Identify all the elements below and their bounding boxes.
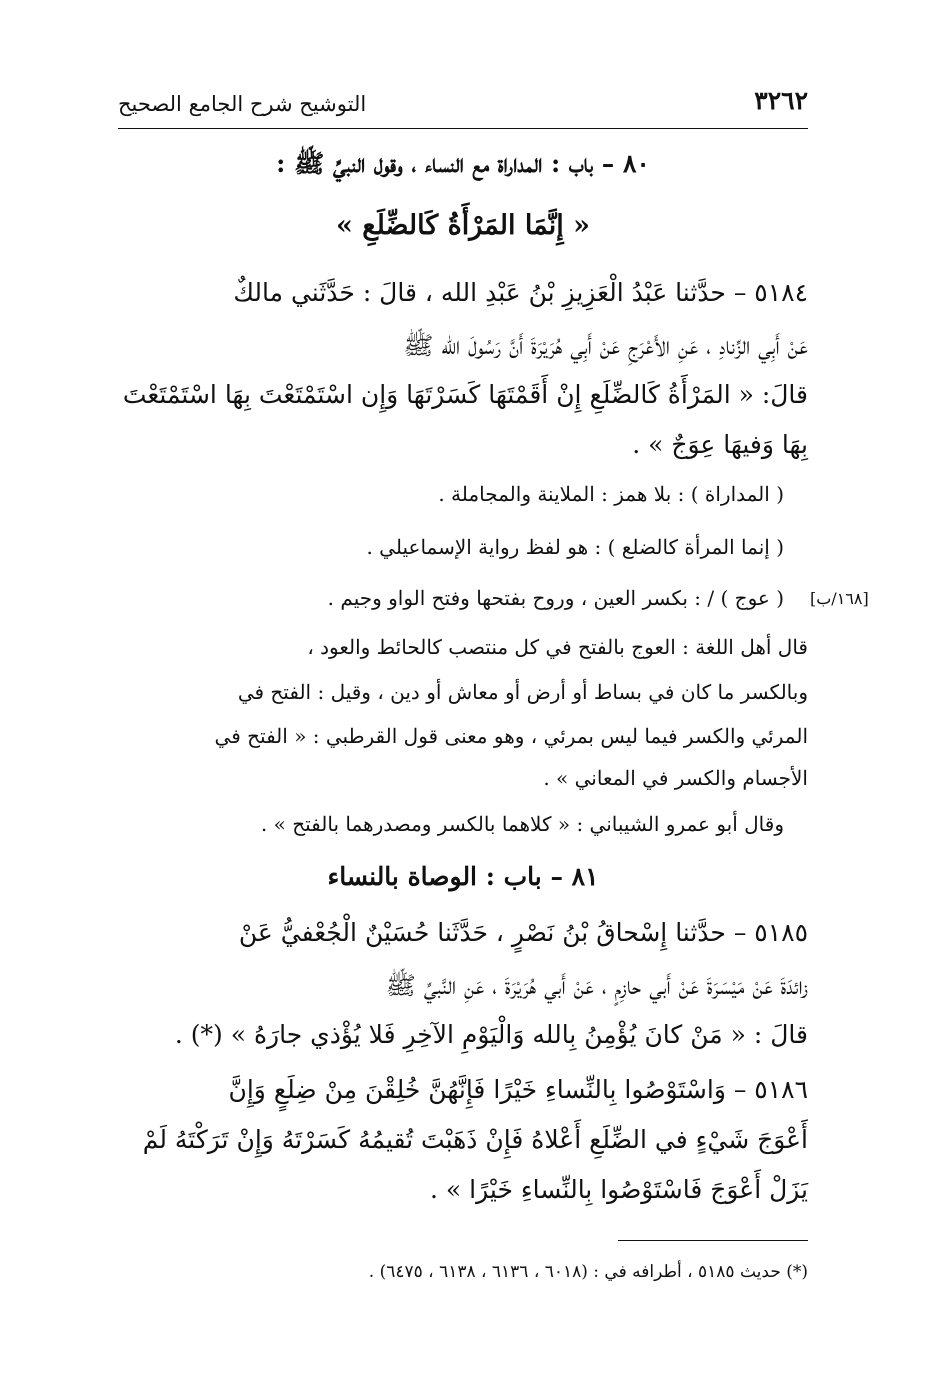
hadith-5184-line-1: ٥١٨٤ – حدَّثنا عَبْدُ الْعَزِيزِ بْنُ عَبْدِ الله ، قالَ : حَدَّثَني مالكٌ	[233, 278, 808, 307]
margin-folio-reference: [١٦٨/ب]	[810, 589, 869, 608]
commentary-innama: ( إنما المرأة كالضلع ) : هو لفظ رواية الإسماعيلي .	[366, 535, 784, 559]
header-rule	[118, 128, 808, 129]
chapter-81-title: ٨١ – باب : الوصاة بالنساء	[327, 862, 599, 891]
commentary-lugha-line-1: قال أهل اللغة : العوج بالفتح في كل منتصب كالحائط والعود ،	[307, 635, 808, 659]
hadith-5184-line-3: قالَ: « المَرْأَةُ كَالضِّلَعِ إِنْ أَقَمْتَهَا كَسَرْتَهَا وَإِن اسْتَمْتَعْتَ بِهَا اسْتَمْتَعْتَ	[122, 380, 808, 409]
commentary-shaybani: وقال أبو عمرو الشيباني : « كلاهما بالكسر ومصدرهما بالفتح » .	[260, 812, 784, 836]
commentary-mudarah: ( المداراة ) : بلا همز : الملاينة والمجاملة .	[438, 482, 784, 506]
hadith-5185-line-2: زائدَةَ عَنْ مَيْسَرَةَ عَنْ أَبي حازِمٍ ، عَنْ أَبي هُرَيْرَةَ ، عَنِ النَّبيِّ ﷺ	[385, 971, 808, 1000]
hadith-5185-line-1: ٥١٨٥ – حدَّثنا إِسْحاقُ بْنُ نَصْرٍ ، حَدَّثَنا حُسَيْنٌ الْجُعْفيُّ عَنْ	[238, 918, 808, 947]
hadith-5186-line-2: أَعْوَجَ شَيْءٍ في الضِّلَعِ أَعْلاهُ فَإِنْ ذَهَبْتَ تُقيمُهُ كَسَرْتَهُ وَإِنْ تَرَكْتَهُ لَمْ	[142, 1125, 808, 1154]
hadith-5186-line-3: يَزَلْ أَعْوَجَ فَاسْتَوْصُوا بِالنِّساءِ خَيْرًا » .	[430, 1175, 808, 1204]
page-number: ٣٢٦٢	[754, 86, 808, 115]
footnote-rule	[618, 1240, 808, 1241]
commentary-lugha-line-2: وبالكسر ما كان في بساط أو أرض أو معاش أو دين ، وقيل : الفتح في	[237, 680, 808, 704]
hadith-5186-line-1: ٥١٨٦ – وَاسْتَوْصُوا بِالنِّساءِ خَيْرًا فَإِنَّهُنَّ خُلِقْنَ مِنْ ضِلَعٍ وَإِنَّ	[228, 1075, 808, 1104]
chapter-80-subtitle: « إِنَّمَا المَرْأَةُ كَالضِّلَعِ »	[335, 210, 591, 241]
hadith-5184-line-2: عَنْ أَبِي الزِّنادِ ، عَنِ الأَعْرَجِ عَنْ أَبِي هُرَيْرَةَ أَنَّ رَسُولَ الله ﷺ	[403, 331, 808, 360]
hadith-5184-line-4: بِهَا وَفيهَا عِوَجٌ » .	[632, 430, 808, 459]
commentary-lugha-line-4: الأجسام والكسر في المعاني » .	[543, 766, 808, 790]
footnote: (*) حديث ٥١٨٥ ، أطرافه في : (٦٠١٨ ، ٦١٣٦ ، ٦١٣٨ ، ٦٤٧٥) .	[368, 1262, 808, 1282]
commentary-lugha-line-3: المرئي والكسر فيما ليس بمرئي ، وهو معنى قول القرطبي : « الفتح في	[214, 724, 808, 748]
running-title: التوشيح شرح الجامع الصحيح	[118, 92, 367, 116]
hadith-5185-line-3: قالَ : « مَنْ كانَ يُؤْمِنُ بِالله وَالْيَوْمِ الآخِرِ فَلا يُؤْذي جارَهُ » (*) .	[174, 1020, 808, 1049]
commentary-iwaj: ( عوج ) / : بكسر العين ، وروح بفتحها وفتح الواو وجيم .	[327, 586, 784, 610]
chapter-80-title: ٨٠ – باب : المداراة مع النساء ، وقول النبيِّ ﷺ :	[276, 149, 650, 178]
